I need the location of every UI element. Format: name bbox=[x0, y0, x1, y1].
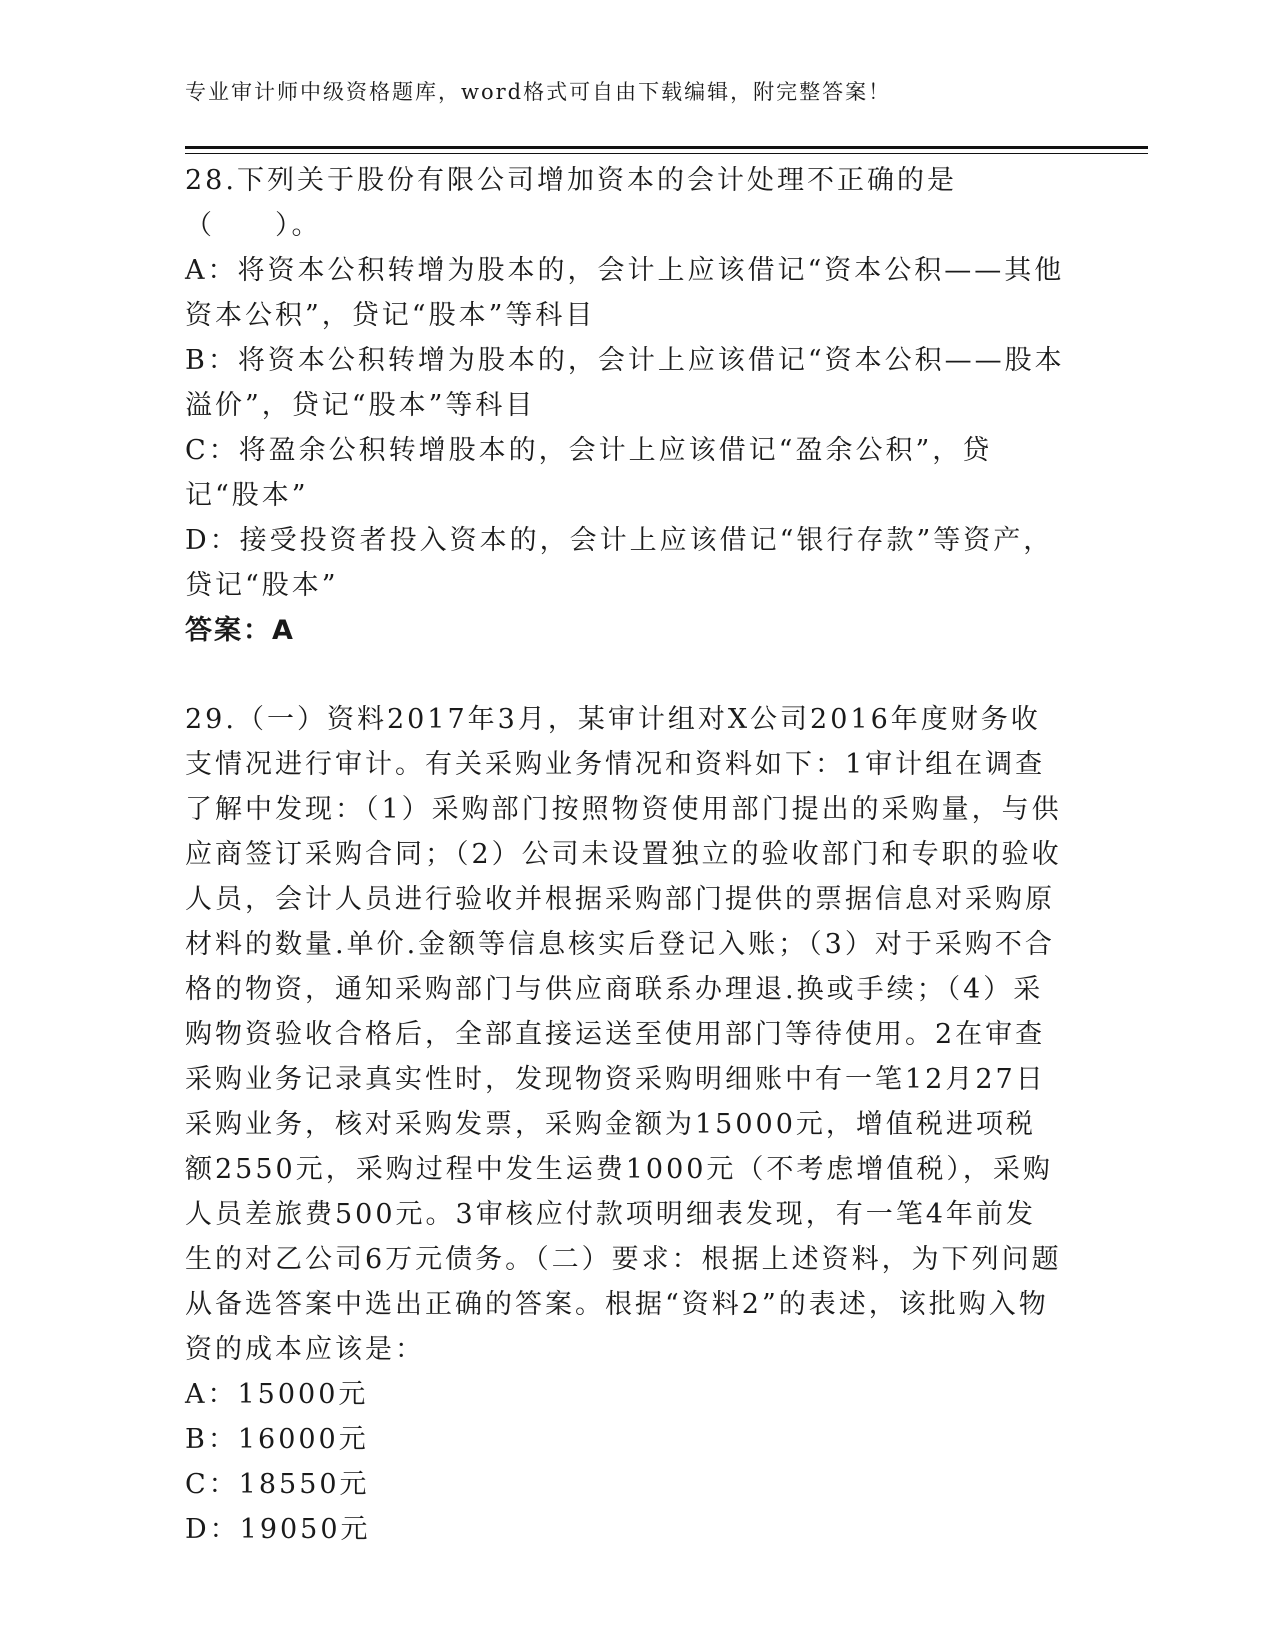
question-29-stem: 29.（一）资料2017年3月，某审计组对X公司2016年度财务收支情况进行审计。有关采购业务情况和资料如下：1审计组在调查了解中发现：（1）采购部门按照物资使用部门提出的采购量，与供应商签订采购合同；（2）公司未设置独立的验收部门和专职的验收人员，会计人员进行验收并根据采购部门提供的票据信息对采购原材料的数量.单价.金额等信息核实后登记入账；（3）对于采购不合格的物资，通知采购部门与供应商联系办理退.换或手续；（4）采购物资验收合格后，全部直接运送至使用部门等待使用。2在审查采购业务记录真实性时，发现物资采购明细账中有一笔12月27日采购业务，核对采购发票，采购金额为15000元，增值税进项税额2550元，采购过程中发生运费1000元（不考虑增值税），采购人员差旅费500元。3审核应付款项明细表发现，有一笔4年前发生的对乙公司6万元债务。（二）要求：根据上述资料，为下列问题从备选答案中选出正确的答案。根据“资料2”的表述，该批购入物资的成本应该是： bbox=[185, 704, 1062, 1365]
question-29-option-a: A：15000元 bbox=[185, 1379, 369, 1410]
question-28-option-b: B：将资本公积转增为股本的，会计上应该借记“资本公积——股本溢价”，贷记“股本”等科目 bbox=[185, 345, 1065, 421]
question-28-answer: 答案：A bbox=[185, 615, 295, 646]
question-29 bbox=[185, 697, 1065, 1552]
question-29-option-c: C：18550元 bbox=[185, 1469, 370, 1500]
question-29-option-d: D：19050元 bbox=[185, 1514, 371, 1545]
question-spacer bbox=[185, 653, 1065, 697]
question-content bbox=[185, 158, 1065, 1552]
question-28 bbox=[185, 158, 1065, 653]
question-28-option-a: A：将资本公积转增为股本的，会计上应该借记“资本公积——其他资本公积”，贷记“股本”等科目 bbox=[185, 255, 1065, 331]
question-29-option-b: B：16000元 bbox=[185, 1424, 369, 1455]
header-divider bbox=[185, 146, 1148, 149]
question-28-stem: 28.下列关于股份有限公司增加资本的会计处理不正确的是（ ）。 bbox=[185, 165, 957, 241]
question-28-option-c: C：将盈余公积转增股本的，会计上应该借记“盈余公积”，贷记“股本” bbox=[185, 435, 993, 511]
header-divider-thin bbox=[185, 153, 1148, 154]
page-header: 专业审计师中级资格题库，word格式可自由下载编辑，附完整答案！ bbox=[185, 80, 892, 104]
question-28-option-d: D：接受投资者投入资本的，会计上应该借记“银行存款”等资产，贷记“股本” bbox=[185, 525, 1054, 601]
